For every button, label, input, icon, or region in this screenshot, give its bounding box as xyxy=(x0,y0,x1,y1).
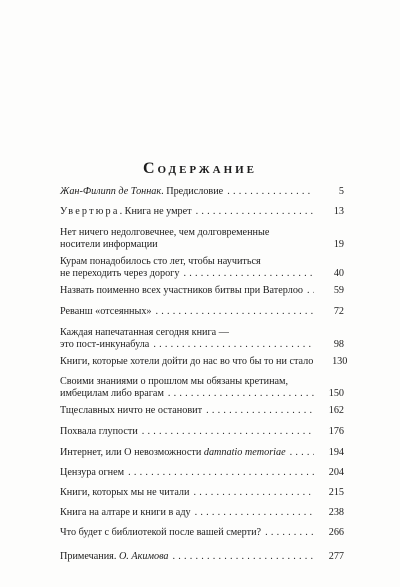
page-number: 215 xyxy=(328,487,344,498)
entry-title: Книга на алтаре и книги в аду xyxy=(60,507,191,518)
dot-leader xyxy=(303,285,314,297)
toc-entry xyxy=(60,285,344,297)
entry-title: Что будет с библиотекой после вашей смерти? xyxy=(60,527,262,538)
page-number: 72 xyxy=(333,306,344,317)
page-number: 5 xyxy=(338,186,344,197)
entry-title: Цензура огнем xyxy=(60,467,125,478)
entry-title: . Предисловие xyxy=(161,186,224,197)
toc-entry xyxy=(60,467,344,479)
entry-title-line: Своими знаниями о прошлом мы обязаны кретинам, xyxy=(60,376,289,387)
toc-entry xyxy=(60,507,344,519)
toc-entry xyxy=(60,206,344,218)
entry-section-label: Увертюра xyxy=(60,206,120,217)
dot-leader xyxy=(191,507,314,519)
entry-title-line: Каждая напечатанная сегодня книга — xyxy=(60,327,229,338)
dot-leader xyxy=(149,339,314,351)
toc-entry xyxy=(60,527,344,539)
entry-title-line: носители информации xyxy=(60,239,158,250)
page-number: 40 xyxy=(333,268,344,279)
toc-entry xyxy=(60,447,344,459)
page-number: 204 xyxy=(328,467,344,478)
toc-entry xyxy=(60,227,344,251)
toc-entry xyxy=(60,356,348,368)
toc-entry xyxy=(60,256,344,280)
page-number: 130 xyxy=(332,356,348,367)
entry-title: Интернет, или О невозможности xyxy=(60,447,204,458)
dot-leader xyxy=(138,426,314,438)
entry-title-line: Курам понадобилось сто лет, чтобы научиться xyxy=(60,256,261,267)
toc-entry xyxy=(60,551,344,563)
dot-leader xyxy=(286,447,314,459)
page-number: 162 xyxy=(328,405,344,416)
dot-leader xyxy=(124,467,314,479)
entry-title-line: это пост-инкунабула xyxy=(60,339,150,350)
page-number: 194 xyxy=(328,447,344,458)
entry-title: Назвать поименно всех участников битвы при Ватерлоо xyxy=(60,285,304,296)
page-number: 150 xyxy=(328,388,344,399)
page-number: 13 xyxy=(333,206,344,217)
dot-leader xyxy=(164,388,314,400)
entry-title-line: не переходить через дорогу xyxy=(60,268,180,279)
dot-leader xyxy=(189,487,314,499)
entry-title: Примечания. xyxy=(60,551,119,562)
entry-title: Тщеславных ничто не остановит xyxy=(60,405,203,416)
entry-author: Жан-Филипп де Тоннак xyxy=(60,186,162,197)
toc-entry xyxy=(60,405,344,417)
entry-title: Книги, которых мы не читали xyxy=(60,487,190,498)
toc-entry xyxy=(60,487,344,499)
dot-leader xyxy=(223,186,314,198)
page-number: 59 xyxy=(333,285,344,296)
toc-entry xyxy=(60,327,344,351)
toc-entry xyxy=(60,186,344,198)
entry-title-line: Нет ничего недолговечнее, чем долговременные xyxy=(60,227,270,238)
dot-leader xyxy=(152,306,314,318)
page-number: 266 xyxy=(328,527,344,538)
page-number: 19 xyxy=(333,239,344,250)
entry-author: О. Акимова xyxy=(118,551,169,562)
dot-leader xyxy=(169,551,314,563)
entry-title: . Книга не умрет xyxy=(119,206,192,217)
page-number: 277 xyxy=(328,551,344,562)
dot-leader xyxy=(192,206,314,218)
entry-title: Реванш «отсеянных» xyxy=(60,306,152,317)
entry-title-line: имбецилам либо врагам xyxy=(60,388,164,399)
toc-list xyxy=(60,186,348,571)
entry-title: Книги, которые хотели дойти до нас во что бы то ни стало xyxy=(60,356,314,367)
dot-leader xyxy=(179,268,314,280)
page-number: 98 xyxy=(333,339,344,350)
entry-title: Похвала глупости xyxy=(60,426,138,437)
toc-entry xyxy=(60,306,344,318)
dot-leader xyxy=(261,527,314,539)
entry-title-latin: damnatio memoriae xyxy=(203,447,286,458)
toc-entry xyxy=(60,426,344,438)
dot-leader xyxy=(202,405,314,417)
toc-entry xyxy=(60,376,344,400)
contents-title: Содержание xyxy=(142,160,258,177)
page-number: 238 xyxy=(328,507,344,518)
page-number: 176 xyxy=(328,426,344,437)
